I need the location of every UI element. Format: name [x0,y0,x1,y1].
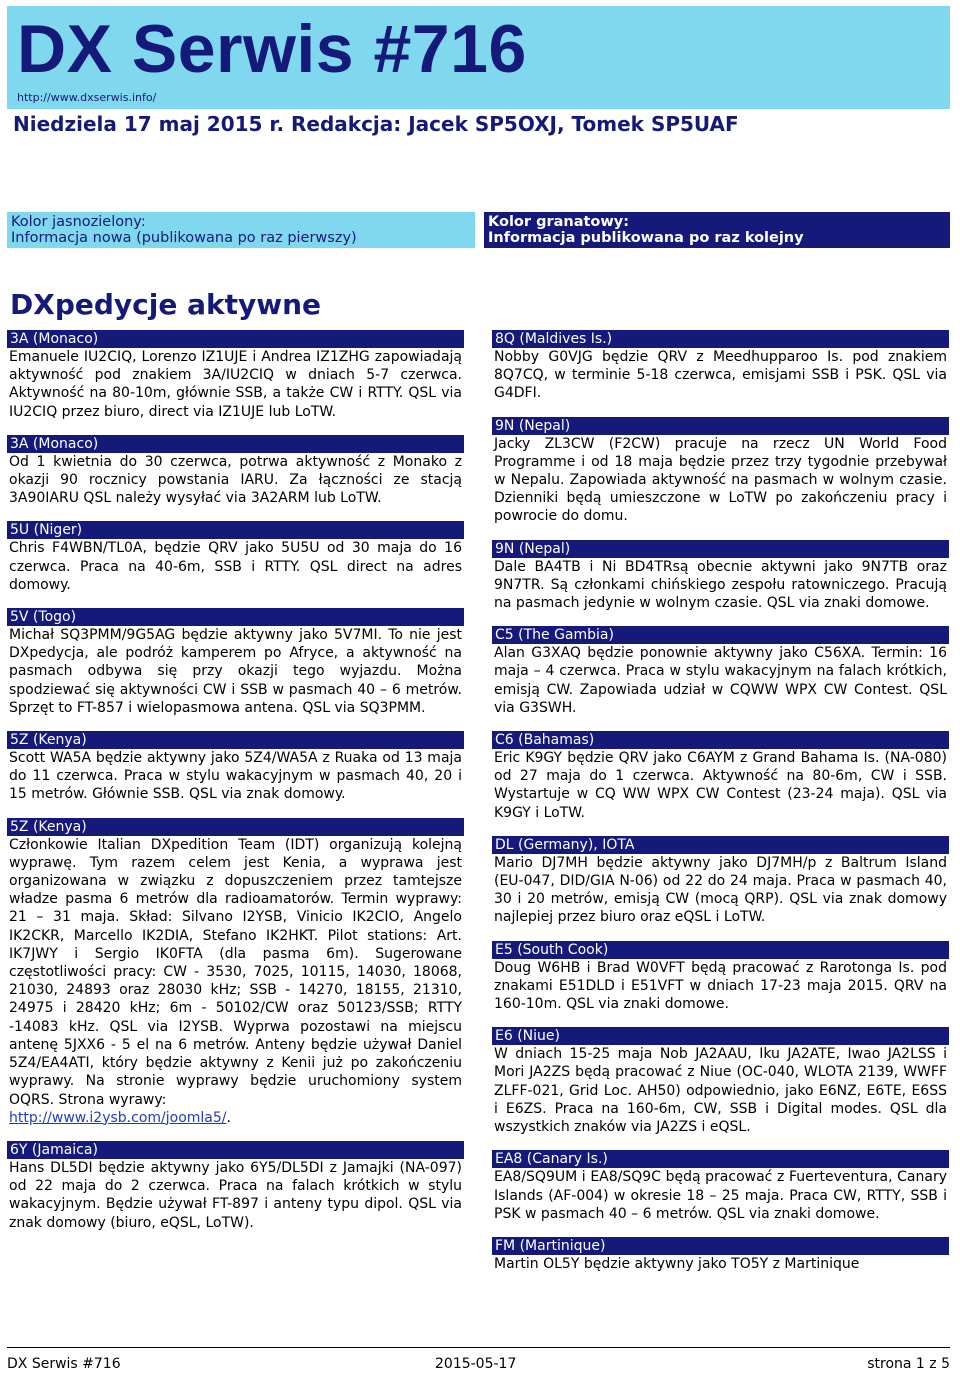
legend-new-title: Kolor jasnozielony: [11,214,146,230]
dx-entry [492,731,949,822]
dx-entry-heading: 5Z (Kenya) [7,818,464,836]
dx-entry-text [492,435,949,526]
dx-entry [492,1237,949,1273]
dx-entry-heading: E6 (Niue) [492,1027,949,1045]
right-column [492,330,949,1287]
dx-entry-body: Jacky ZL3CW (F2CW) pracuje na rzecz UN World Food Programme i od 18 maja będzie przez trzy tygodnie przebywał w Nepalu. Zapowiada aktywność na pasmach w wolnym czasie. Dzienniki będą umieszczone w LoTW po zakończeniu pracy i powrocie do domu. [494,435,947,525]
dx-entry-heading: C6 (Bahamas) [492,731,949,749]
dx-entry-body: Martin OL5Y będzie aktywny jako TO5Y z Martinique [494,1255,860,1272]
expedition-website-link[interactable]: http://www.i2ysb.com/joomla5/ [9,1109,227,1126]
legend-repeat-desc: Informacja publikowana po raz kolejny [488,230,804,246]
dx-entry [7,330,464,421]
dx-entry-body: W dniach 15-25 maja Nob JA2AAU, Iku JA2ATE, Iwao JA2LSS i Mori JA2ZS będą pracować z Niue (OC-040, WLOTA 2139, WWFF ZLFF-021, Grid Loc. AH50) odpowiednio, jako E6NZ, E6TE, E6SS i E6ZS. Praca na 160-6m, CW, SSB i Digital modes. QSL dla wszystkich znaków via JA2ZS i eQSL. [494,1046,947,1136]
dx-entry-text [492,854,949,927]
dx-entry [492,330,949,403]
footer-date: 2015-05-17 [435,1356,517,1372]
dx-entry-body: Chris F4WBN/TL0A, będzie QRV jako 5U5U od 30 maja do 16 czerwca. Praca na 40-6m, SSB i RTTY. QSL direct na adres domowy. [9,540,462,593]
dx-entry [492,417,949,526]
dx-entry [492,941,949,1014]
dx-entry-text [7,626,464,717]
section-title: DXpedycje aktywne [10,288,322,321]
dx-entry-body: Eric K9GY będzie QRV jako C6AYM z Grand Bahama Is. (NA-080) od 27 maja do 1 czerwca. Aktywność na 80-6m, CW i SSB. Wystartuje w CQ WW WPX CW Contest (23-24 maja). QSL via K9GY i LoTW. [494,750,947,821]
dx-entry-text [492,644,949,717]
banner-url-link[interactable]: http://www.dxserwis.info/ [17,91,157,104]
link-suffix: . [226,1109,231,1126]
dx-entry-text [492,558,949,613]
dx-entry-body: Od 1 kwietnia do 30 czerwca, potrwa aktywność z Monako z okazji 90 rocznicy powstania IARU. Za łączności ze stacją 3A90IARU QSL należy wysyłać via 3A2ARM lub LoTW. [9,453,462,507]
dx-entry [492,626,949,717]
dx-entry-text [7,453,464,508]
banner-title: DX Serwis #716 [17,11,527,87]
dx-entry-heading: C5 (The Gambia) [492,626,949,644]
left-column [7,330,464,1246]
dx-entry-heading: 6Y (Jamaica) [7,1141,464,1159]
footer-issue: DX Serwis #716 [7,1356,121,1372]
dx-entry [7,608,464,717]
dx-entry-heading: 3A (Monaco) [7,330,464,348]
header-banner [7,6,950,109]
dx-entry-body: Hans DL5DI będzie aktywny jako 6Y5/DL5DI z Jamajki (NA-097) od 22 maja do 2 czerwca. Praca na falach krótkich w stylu wakacyjnym. Będzie używał FT-897 i anteny typu dipol. QSL via znak domowy (biuro, eQSL, LoTW). [9,1159,462,1231]
dx-entry-heading: 9N (Nepal) [492,540,949,558]
footer-page: strona 1 z 5 [867,1356,950,1372]
dx-entry-body: Członkowie Italian DXpedition Team (IDT) organizują kolejną wyprawę. Tym razem celem jest Kenia, a wyprawa jest organizowana w związku z dopuszczeniem przez tamtejsze władze pasma 6 metrów dla radioamatorów. Termin wyprawy: 21 – 31 maja. Skład: Silvano I2YSB, Vinicio IK2CIO, Angelo IK2CKR, Marcello IK2DIA, Stefano IK2HKT. Pilot stations: Art. IK7JWY i Sergio IK0FTA (dla pasma 6m). Sugerowane częstotliwości pracy: CW - 3530, 7025, 10115, 14030, 18068, 21030, 24893 oraz 28030 kHz; SSB - 14270, 18155, 21310, 24975 i 28420 kHz; 6m - 50102/CW oraz 50123/SSB; RTTY -14083 kHz. QSL via I2YSB. Wyprwa pozostawi na miejscu antenę 5JXX6 - 5 el na 6 metrów. Anteny będzie używał Daniel 5Z4/EA4ATI, który będzie aktywny z Kenii już po zakończeniu wyprawy. Na stronie wyprawy będzie uruchomiony system OQRS. Strona wyrawy: [9,836,462,1108]
legend-repeat-title: Kolor granatowy: [488,214,630,230]
dx-entry-heading: 5V (Togo) [7,608,464,626]
dx-entry-text [492,1255,949,1273]
dx-entry-heading: E5 (South Cook) [492,941,949,959]
dateline: Niedziela 17 maj 2015 r. Redakcja: Jacek SP5OXJ, Tomek SP5UAF [13,112,739,136]
page-footer [7,1347,950,1378]
dx-entry [492,836,949,927]
dx-entry-body: EA8/SQ9UM i EA8/SQ9C będą pracować z Fuerteventura, Canary Islands (AF-004) w okresie 18 – 25 maja. Praca CW, RTTY, SSB i PSK w pasmach 40 – 6 metrów. QSL via znaki domowe. [494,1169,947,1222]
dx-entry-heading: 5Z (Kenya) [7,731,464,749]
dx-entry-text [7,749,464,804]
dx-entry-text [492,959,949,1014]
dx-entry-heading: 5U (Niger) [7,521,464,539]
dx-entry-body: Scott WA5A będzie aktywny jako 5Z4/WA5A z Ruaka od 13 maja do 11 czerwca. Praca w stylu wakacyjnym w pasmach 40, 20 i 15 metrów. Głównie SSB. QSL via znak domowy. [9,750,462,803]
dx-entry-heading: DL (Germany), IOTA [492,836,949,854]
dx-entry-heading: FM (Martinique) [492,1237,949,1255]
legend-repeat-info [484,212,950,248]
dx-entry-heading: EA8 (Canary Is.) [492,1150,949,1168]
dx-entry-body: Mario DJ7MH będzie aktywny jako DJ7MH/p z Baltrum Island (EU-047, DID/GIA N-06) od 22 do 24 maja. Praca w pasmach 40, 30 i 20 metrów, emisją CW (mocą QRP). QSL via znak domowy najlepiej przez biuro oraz eQSL i LoTW. [494,854,947,926]
legend-new-info [7,212,475,248]
dx-entry-text [492,348,949,403]
dx-entry-body: Nobby G0VJG będzie QRV z Meedhupparoo Is. pod znakiem 8Q7CQ, w terminie 5-18 czerwca, emisjami SSB i PSK. QSL via G4DFI. [494,349,947,402]
dx-entry-heading: 8Q (Maldives Is.) [492,330,949,348]
dx-entry [7,435,464,508]
dx-entry-text [492,749,949,822]
dx-entry-body: Michał SQ3PMM/9G5AG będzie aktywny jako 5V7MI. To nie jest DXpedycja, ale podróż kamperem po Afryce, a aktywność na pasmach odbywa się przy okazji tego wyjazdu. Można spodziewać się aktywności CW i SSB w pasmach 40 – 6 metrów. Sprzęt to FT-857 i wielopasmowa antena. QSL via SQ3PMM. [9,627,462,716]
dx-entry-text [7,836,464,1127]
dx-entry-text [492,1168,949,1223]
dx-entry [492,1027,949,1136]
dx-entry [7,521,464,594]
dx-entry-body: Emanuele IU2CIQ, Lorenzo IZ1UJE i Andrea IZ1ZHG zapowiadają aktywność pod znakiem 3A/IU2CIQ w dniach 5-7 czerwca. Aktywność na 80-10m, głównie SSB, a także CW i RTTY. QSL via IU2CIQ przez biuro, direct via IZ1UJE lub LoTW. [9,349,462,420]
legend-new-desc: Informacja nowa (publikowana po raz pierwszy) [11,230,357,246]
dx-entry-heading: 3A (Monaco) [7,435,464,453]
dx-entry-text [7,348,464,421]
dx-entry-body: Doug W6HB i Brad W0VFT będą pracować z Rarotonga Is. pod znakami E51DLD i E51VFT w dniach 17-23 maja 2015. QRV na 160-10m. QSL via znaki domowe. [494,959,947,1013]
dx-entry-body: Dale BA4TB i Ni BD4TRsą obecnie aktywni jako 9N7TB oraz 9N7TR. Są członkami chińskiego zespołu ratowniczego. Pracują na pasmach jedynie w wolnym czasie. QSL via znaki domowe. [494,558,947,612]
dx-entry [492,1150,949,1223]
dx-entry-body: Alan G3XAQ będzie ponownie aktywny jako C56XA. Termin: 16 maja – 4 czerwca. Praca w stylu wakacyjnym na falach krótkich, emisją CW. Zapowiada udział w CQWW WPX CW Contest. QSL via G3SWH. [494,645,947,716]
dx-entry-text [7,1159,464,1232]
dx-entry [7,1141,464,1232]
dx-entry-heading: 9N (Nepal) [492,417,949,435]
dx-entry [7,818,464,1127]
dx-entry [7,731,464,804]
dx-entry-text [492,1045,949,1136]
dx-entry-text [7,539,464,594]
dx-entry [492,540,949,613]
